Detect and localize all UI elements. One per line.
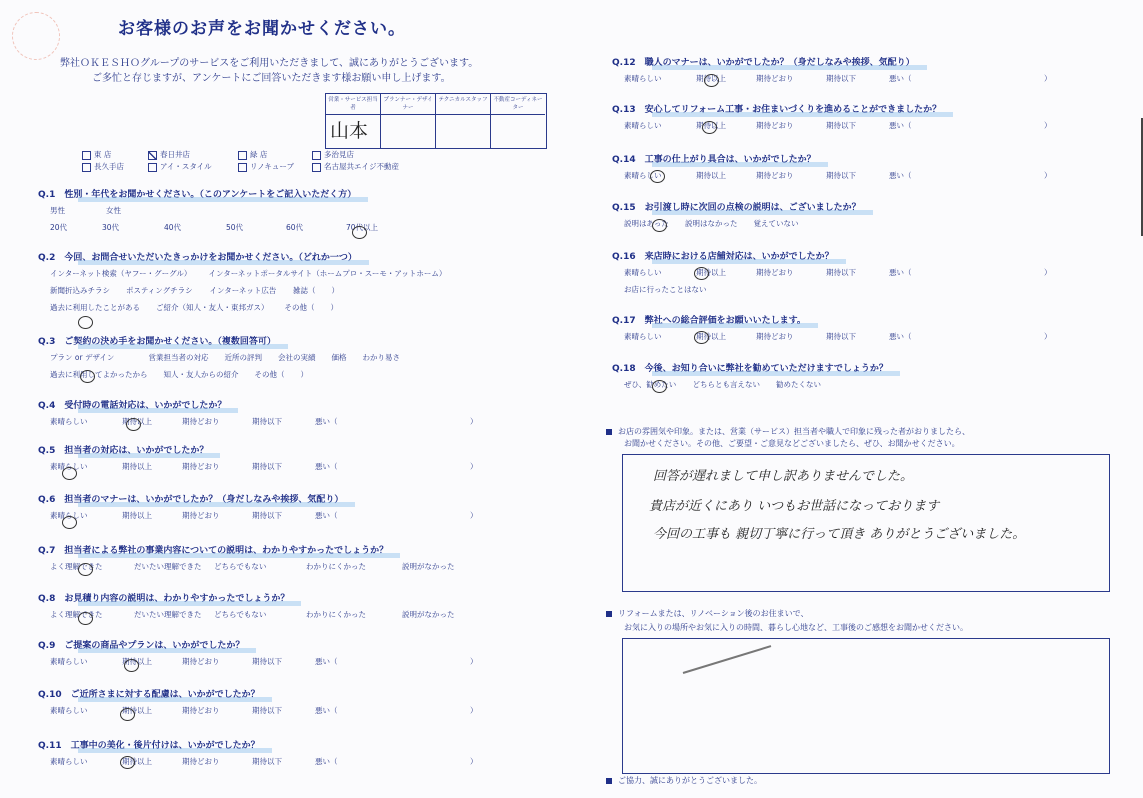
page-title: お客様のお声をお聞かせください。 bbox=[118, 19, 406, 39]
answer-option[interactable]: 素晴らしい bbox=[50, 417, 88, 426]
answer-option[interactable]: 期待以上 bbox=[122, 417, 152, 426]
answer-option[interactable]: 期待以上 bbox=[696, 268, 726, 277]
stamp-mark bbox=[12, 12, 60, 60]
answer-option[interactable]: 男性 bbox=[50, 206, 65, 215]
question-heading: Q.6 担当者のマナーは、いかがでしたか？（身だしなみや挨拶、気配り） bbox=[38, 492, 343, 505]
answer-option[interactable]: 近所の評判 bbox=[224, 353, 262, 362]
answer-option[interactable]: その他（ bbox=[254, 370, 285, 379]
staff-header: テクニカルスタッフ bbox=[436, 94, 490, 115]
store-option[interactable] bbox=[312, 161, 399, 172]
answer-option[interactable]: 悪い（ bbox=[315, 757, 338, 766]
answer-option[interactable]: だいたい理解できた bbox=[134, 610, 202, 619]
answer-option[interactable]: よく理解できた bbox=[50, 610, 103, 619]
checkbox-icon[interactable] bbox=[238, 163, 247, 172]
checkbox-icon[interactable] bbox=[82, 163, 91, 172]
answer-option[interactable]: 期待以上 bbox=[122, 657, 152, 666]
answer-option[interactable]: 悪い（ bbox=[315, 706, 338, 715]
answer-option[interactable]: 期待どおり bbox=[756, 332, 794, 341]
answer-option[interactable]: 期待以上 bbox=[122, 757, 152, 766]
bullet-square-icon bbox=[606, 611, 612, 617]
answer-option[interactable]: よく理解できた bbox=[50, 562, 103, 571]
question-heading: Q.4 受付時の電話対応は、いかがでしたか？ bbox=[38, 398, 226, 411]
answer-option[interactable]: 40代 bbox=[164, 223, 182, 232]
question-heading: Q.7 担当者による弊社の事業内容についての説明は、わかりやすかったでしょうか？ bbox=[38, 543, 388, 556]
checkbox-icon[interactable] bbox=[238, 151, 247, 160]
handwritten-circle-mark bbox=[120, 708, 135, 721]
answer-option[interactable]: 素晴らしい bbox=[624, 332, 662, 341]
answer-option[interactable]: 悪い（ bbox=[889, 171, 912, 180]
answer-option[interactable]: ぜひ、勧めたい bbox=[624, 380, 677, 389]
checkbox-icon[interactable] bbox=[312, 151, 321, 160]
answer-option[interactable]: 期待以下 bbox=[826, 332, 856, 341]
answer-option[interactable]: 素晴らしい bbox=[50, 511, 88, 520]
answer-option[interactable]: ） bbox=[470, 757, 478, 766]
answer-option[interactable]: 期待以下 bbox=[826, 268, 856, 277]
answer-option[interactable]: 会社の実績 bbox=[278, 353, 316, 362]
staff-col-planner bbox=[381, 94, 436, 148]
answer-option[interactable]: 期待以上 bbox=[696, 332, 726, 341]
answer-option[interactable]: 期待以上 bbox=[696, 171, 726, 180]
answer-option[interactable]: わかり易さ bbox=[362, 353, 400, 362]
staff-name-handwritten: 山本 bbox=[330, 120, 369, 142]
answer-option[interactable]: 期待以上 bbox=[122, 511, 152, 520]
answer-option[interactable]: 期待どおり bbox=[182, 511, 220, 520]
question-heading: Q.10 ご近所さまに対する配慮は、いかがでしたか？ bbox=[38, 687, 260, 700]
question-heading: Q.17 弊社への総合評価をお願いいたします。 bbox=[612, 313, 806, 326]
store-option[interactable] bbox=[82, 161, 124, 172]
answer-option[interactable]: 説明がなかった bbox=[402, 562, 455, 571]
handwritten-circle-mark bbox=[126, 418, 141, 431]
answer-option[interactable]: 期待どおり bbox=[182, 417, 220, 426]
answer-option[interactable]: 悪い（ bbox=[315, 417, 338, 426]
answer-option[interactable]: 悪い（ bbox=[889, 332, 912, 341]
answer-option[interactable]: 素晴らしい bbox=[624, 268, 662, 277]
question-heading: Q.13 安心してリフォーム工事・お住まいづくりを進めることができましたか？ bbox=[612, 102, 941, 115]
answer-option[interactable]: ） bbox=[300, 370, 308, 379]
answer-option[interactable]: どちらとも言えない bbox=[692, 380, 760, 389]
answer-option[interactable]: 悪い（ bbox=[315, 511, 338, 520]
handwritten-circle-mark bbox=[352, 226, 367, 239]
store-option[interactable] bbox=[312, 149, 354, 160]
answer-option[interactable]: 期待どおり bbox=[756, 74, 794, 83]
handwritten-circle-mark bbox=[702, 121, 717, 134]
comment1-line-2: 貴店が近くにあり いつもお世話になっております bbox=[649, 499, 940, 514]
answer-option[interactable]: ） bbox=[331, 286, 339, 295]
store-label: 名古屋共エイジ不動産 bbox=[324, 162, 399, 171]
answer-option[interactable]: 悪い（ bbox=[889, 268, 912, 277]
answer-option[interactable]: 悪い（ bbox=[315, 462, 338, 471]
question-heading: Q.8 お見積り内容の説明は、わかりやすかったでしょうか？ bbox=[38, 591, 289, 604]
staff-table bbox=[325, 93, 547, 149]
answer-option[interactable]: 期待どおり bbox=[182, 462, 220, 471]
question-heading: Q.15 お引渡し時に次回の点検の説明は、ございましたか？ bbox=[612, 200, 861, 213]
answer-option[interactable]: だいたい理解できた bbox=[134, 562, 202, 571]
store-option[interactable] bbox=[148, 161, 212, 172]
store-label: 長久手店 bbox=[94, 162, 124, 171]
answer-option[interactable]: 期待どおり bbox=[756, 171, 794, 180]
handwritten-circle-mark bbox=[78, 612, 93, 625]
answer-option[interactable]: 期待以上 bbox=[696, 121, 726, 130]
store-option[interactable] bbox=[148, 149, 190, 160]
answer-option[interactable]: 70代以上 bbox=[346, 223, 379, 232]
comment1-prompt-text: お店の雰囲気や印象。または、営業（サービス）担当者や職人で印象に残った者がおりましたら、 bbox=[618, 427, 970, 436]
comment2-box[interactable] bbox=[622, 638, 1110, 774]
answer-option[interactable]: 期待どおり bbox=[756, 121, 794, 130]
answer-option[interactable]: 期待以下 bbox=[252, 417, 282, 426]
answer-option[interactable]: 素晴らしい bbox=[50, 462, 88, 471]
comment1-box[interactable] bbox=[622, 454, 1110, 592]
answer-option[interactable]: 営業担当者の対応 bbox=[148, 353, 209, 362]
answer-option[interactable]: どちらでもない bbox=[214, 562, 267, 571]
checkbox-icon[interactable] bbox=[312, 163, 321, 172]
question-heading: Q.14 工事の仕上がり具合は、いかがでしたか？ bbox=[612, 152, 816, 165]
answer-option[interactable]: 新聞折込みチラシ bbox=[50, 286, 110, 295]
answer-option[interactable]: 女性 bbox=[106, 206, 121, 215]
thanks-line bbox=[606, 775, 762, 786]
answer-option[interactable]: 勧めたくない bbox=[776, 380, 821, 389]
staff-col-realestate bbox=[491, 94, 545, 148]
answer-option[interactable]: 20代 bbox=[50, 223, 68, 232]
handwritten-circle-mark bbox=[694, 267, 709, 280]
answer-option[interactable]: 期待以下 bbox=[826, 171, 856, 180]
answer-option[interactable]: ） bbox=[470, 511, 478, 520]
store-label: 東 店 bbox=[94, 150, 112, 159]
handwritten-circle-mark bbox=[652, 219, 667, 232]
handwritten-circle-mark bbox=[62, 467, 77, 480]
answer-option[interactable]: ご紹介（知人・友人・東邦ガス） bbox=[156, 303, 269, 312]
bullet-square-icon bbox=[606, 429, 612, 435]
store-label: アイ・スタイル bbox=[160, 162, 212, 171]
answer-option[interactable]: 60代 bbox=[286, 223, 304, 232]
answer-option[interactable]: インターネットポータルサイト（ホームプロ・スーモ・アットホーム） bbox=[208, 269, 447, 278]
question-heading: Q.1 性別・年代をお聞かせください。（このアンケートをご記入いただく方） bbox=[38, 187, 356, 200]
intro-line-1: 弊社ＯＫＥＳＨＯグループのサービスをご利用いただきまして、誠にありがとうございます。 bbox=[60, 58, 479, 69]
bullet-square-icon bbox=[606, 778, 612, 784]
answer-option[interactable]: 覚えていない bbox=[753, 219, 799, 228]
question-heading: Q.12 職人のマナーは、いかがでしたか？（身だしなみや挨拶、気配り） bbox=[612, 55, 915, 68]
checkbox-icon[interactable] bbox=[148, 151, 157, 160]
answer-option[interactable]: ） bbox=[330, 303, 338, 312]
answer-option[interactable]: 期待以上 bbox=[122, 706, 152, 715]
answer-option[interactable]: 30代 bbox=[102, 223, 120, 232]
answer-option[interactable]: 価格 bbox=[331, 353, 347, 362]
answer-option[interactable]: 期待以下 bbox=[826, 121, 856, 130]
handwritten-circle-mark bbox=[78, 563, 93, 576]
store-option[interactable] bbox=[238, 149, 267, 160]
answer-option[interactable]: 期待以上 bbox=[122, 462, 152, 471]
answer-option[interactable]: 期待以下 bbox=[252, 657, 282, 666]
comment2-prompt-text: リフォームまたは、リノベーション後のお住まいで、 bbox=[618, 609, 809, 618]
staff-header: 営業・サービス担当者 bbox=[326, 94, 380, 115]
answer-option[interactable]: プラン or デザイン bbox=[50, 353, 115, 362]
answer-option[interactable]: ） bbox=[1044, 268, 1052, 277]
answer-option[interactable]: 期待どおり bbox=[182, 706, 220, 715]
answer-option[interactable]: ） bbox=[1044, 74, 1052, 83]
question-heading: Q.9 ご提案の商品やプランは、いかがでしたか？ bbox=[38, 638, 244, 651]
answer-option[interactable]: わかりにくかった bbox=[306, 610, 366, 619]
answer-option[interactable]: お店に行ったことはない bbox=[624, 285, 707, 294]
answer-option[interactable]: ） bbox=[470, 706, 478, 715]
answer-option[interactable]: 期待以下 bbox=[252, 757, 282, 766]
handwritten-circle-mark bbox=[124, 659, 139, 672]
question-heading: Q.2 今回、お問合せいただいたきっかけをお聞かせください。（どれか一つ） bbox=[38, 250, 357, 263]
comment2-prompt-1 bbox=[606, 608, 808, 619]
answer-option[interactable]: 過去に利用してよかったから bbox=[50, 370, 148, 379]
answer-option[interactable]: 雑誌（ bbox=[293, 286, 316, 295]
answer-option[interactable]: 素晴らしい bbox=[624, 171, 662, 180]
comment1-prompt-1 bbox=[606, 426, 970, 437]
handwritten-circle-mark bbox=[650, 170, 665, 183]
handwritten-circle-mark bbox=[78, 316, 93, 329]
checkbox-icon[interactable] bbox=[82, 151, 91, 160]
store-label: 緑 店 bbox=[250, 150, 268, 159]
answer-option[interactable]: 期待どおり bbox=[182, 757, 220, 766]
answer-option[interactable]: どちらでもない bbox=[214, 610, 267, 619]
thanks-text: ご協力、誠にありがとうございました。 bbox=[618, 776, 762, 785]
store-label: 春日井店 bbox=[160, 150, 190, 159]
answer-option[interactable]: インターネット検索（ヤフー・グーグル） bbox=[50, 269, 192, 278]
answer-option[interactable]: 過去に利用したことがある bbox=[50, 303, 140, 312]
question-heading: Q.16 来店時における店舗対応は、いかがでしたか？ bbox=[612, 249, 834, 262]
answer-option[interactable]: ） bbox=[470, 657, 478, 666]
handwritten-circle-mark bbox=[120, 756, 135, 769]
answer-option[interactable]: 期待以下 bbox=[252, 462, 282, 471]
answer-option[interactable]: 期待以下 bbox=[252, 706, 282, 715]
answer-option[interactable]: 期待以下 bbox=[826, 74, 856, 83]
answer-option[interactable]: 期待以上 bbox=[696, 74, 726, 83]
checkbox-icon[interactable] bbox=[148, 163, 157, 172]
comment2-prompt-2: お気に入りの場所やお気に入りの時間、暮らし心地など、工事後のご感想をお聞かせください。 bbox=[624, 623, 968, 632]
answer-option[interactable]: 素晴らしい bbox=[50, 706, 88, 715]
answer-option[interactable]: 悪い（ bbox=[315, 657, 338, 666]
answer-option[interactable]: 悪い（ bbox=[889, 74, 912, 83]
staff-col-sales bbox=[326, 94, 381, 148]
handwritten-circle-mark bbox=[704, 74, 719, 87]
answer-option[interactable]: 期待以下 bbox=[252, 511, 282, 520]
answer-option[interactable]: 知人・友人からの紹介 bbox=[163, 370, 239, 379]
answer-option[interactable]: ） bbox=[1044, 121, 1052, 130]
question-heading: Q.3 ご契約の決め手をお聞かせください。（複数回答可） bbox=[38, 334, 276, 347]
answer-option[interactable]: インターネット広告 bbox=[209, 286, 277, 295]
answer-option[interactable]: ） bbox=[470, 417, 478, 426]
answer-option[interactable]: その他（ bbox=[284, 303, 315, 312]
handwritten-circle-mark bbox=[62, 516, 77, 529]
answer-option[interactable]: 素晴らしい bbox=[624, 121, 662, 130]
answer-option[interactable]: 悪い（ bbox=[889, 121, 912, 130]
answer-option[interactable]: 期待どおり bbox=[182, 657, 220, 666]
store-label: リノキューブ bbox=[250, 162, 295, 171]
answer-option[interactable]: 説明がなかった bbox=[402, 610, 455, 619]
answer-option[interactable]: ） bbox=[470, 462, 478, 471]
staff-col-technical bbox=[436, 94, 491, 148]
comment1-line-1: 回答が遅れまして申し訳ありませんでした。 bbox=[653, 469, 914, 484]
answer-option[interactable]: ） bbox=[1044, 332, 1052, 341]
store-label: 多治見店 bbox=[324, 150, 354, 159]
answer-option[interactable]: わかりにくかった bbox=[306, 562, 366, 571]
comment1-prompt-2: お聞かせください。その他、ご要望・ご意見などございましたら、ぜひ、お聞かせください。 bbox=[624, 439, 960, 448]
answer-option[interactable]: ） bbox=[1044, 171, 1052, 180]
store-option[interactable] bbox=[82, 149, 111, 160]
answer-option[interactable]: 説明はあった bbox=[624, 219, 669, 228]
store-option[interactable] bbox=[238, 161, 294, 172]
staff-header: 不動産コーディネーター bbox=[491, 94, 545, 115]
answer-option[interactable]: 素晴らしい bbox=[50, 657, 88, 666]
answer-option[interactable]: 期待どおり bbox=[756, 268, 794, 277]
handwritten-circle-mark bbox=[652, 380, 667, 393]
answer-option[interactable]: 素晴らしい bbox=[624, 74, 662, 83]
handwritten-circle-mark bbox=[80, 370, 95, 383]
comment1-line-3: 今回の工事も 親切丁寧に行って頂き ありがとうございました。 bbox=[653, 527, 1026, 542]
question-heading: Q.18 今後、お知り合いに弊社を勧めていただけますでしょうか？ bbox=[612, 361, 888, 374]
answer-option[interactable]: ポスティングチラシ bbox=[126, 286, 193, 295]
answer-option[interactable]: 説明はなかった bbox=[685, 219, 738, 228]
answer-option[interactable]: 50代 bbox=[226, 223, 244, 232]
question-heading: Q.5 担当者の対応は、いかがでしたか？ bbox=[38, 443, 208, 456]
question-heading: Q.11 工事中の美化・後片付けは、いかがでしたか？ bbox=[38, 738, 260, 751]
staff-header: プランナー・デザイナー bbox=[381, 94, 435, 115]
handwritten-circle-mark bbox=[694, 331, 709, 344]
intro-line-2: ご多忙と存じますが、アンケートにご回答いただきます様お願い申し上げます。 bbox=[92, 73, 451, 84]
answer-option[interactable]: 素晴らしい bbox=[50, 757, 88, 766]
